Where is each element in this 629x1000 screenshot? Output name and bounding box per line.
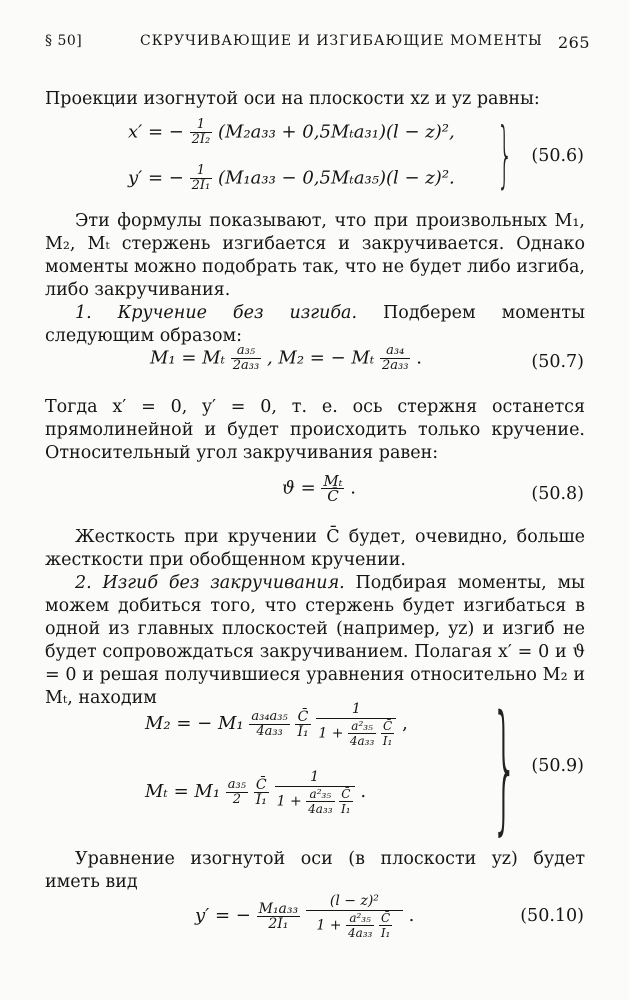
equation-50-10: y′ = − $\frac{\text{M₁a₃₃}}{\text{2I₁}}$ (l − z)² 1 + $\frac{\text{a²₃₅}}{\text{4a₃₃}}$ $\frac{C̄}{\text{I₁}}$ .: [195, 893, 415, 940]
paragraph-formulas: Эти формулы показывают, что при произвольных M₁, M₂, Mₜ стержень изгибается и закручивается. Однако моменты можно подобрать так, что не будет либо изгиба, либо закручивания.: [45, 211, 585, 300]
equation-number-50-7: (50.7): [531, 352, 584, 372]
paragraph-stiffness: Жесткость при кручении C̄ будет, очевидно, больше жесткости при обобщенном кручении.: [45, 527, 585, 570]
brace-50-9: }: [491, 686, 518, 849]
paragraph-then: Тогда x′ = 0, y′ = 0, т. е. ось стержня останется прямолинейной и будет происходить только кручение. Относительный угол закручивания равен:: [45, 397, 585, 463]
paragraph-intro: Проекции изогнутой оси на плоскости xz и yz равны:: [45, 89, 540, 109]
equation-50-8: ϑ = $\frac{\text{Mₜ}}{C̄}$ .: [282, 472, 356, 505]
equation-number-50-10: (50.10): [520, 906, 584, 926]
equation-50-6-x: x′ = − $\frac{1}{\text{2I₂}}$ (M₂a₃₃ + 0,5Mₜa₃₁)(l − z)²,: [128, 117, 455, 147]
paragraph-axis-equation: Уравнение изогнутой оси (в плоскости yz) будет иметь вид: [45, 849, 585, 892]
equation-50-9-M2: M₂ = − M₁ $\frac{\text{a₃₄a₃₅}}{\text{4a₃₃}}$ $\frac{C̄}{\text{I₁}}$ 1 1 + $\frac{\text{a²₃₅}}{\text{4a₃₃}}$ $\frac{C̄}{\text{I₁}}$ ,: [145, 701, 408, 748]
equation-50-7: M₁ = Mₜ $\frac{\text{a₃₅}}{\text{2a₃₃}}$ , M₂ = − Mₜ $\frac{\text{a₃₄}}{\text{2a₃₃}}$ .: [150, 343, 422, 373]
section-number: § 50]: [45, 33, 83, 49]
equation-number-50-9: (50.9): [531, 756, 584, 776]
equation-number-50-8: (50.8): [531, 484, 584, 504]
running-title: СКРУЧИВАЮЩИЕ И ИЗГИБАЮЩИЕ МОМЕНТЫ: [140, 33, 543, 49]
equation-50-6-y: y′ = − $\frac{1}{\text{2I₁}}$ (M₁a₃₃ − 0,5Mₜa₃₅)(l − z)².: [128, 163, 455, 193]
page-number: 265: [558, 33, 591, 52]
equation-50-9-Mt: Mₜ = M₁ $\frac{\text{a₃₅}}{2}$ $\frac{C̄}{\text{I₁}}$ 1 1 + $\frac{\text{a²₃₅}}{\text{4a₃₃}}$ $\frac{C̄}{\text{I₁}}$ .: [145, 769, 367, 816]
paragraph-bending: 2. Изгиб без закручивания. Подбирая моменты, мы можем добиться того, что стержень будет изгибаться в одной из главных плоскостей (например, yz) и изгиб не будет сопровождаться закручиванием. Полагая x′ = 0 и ϑ = 0 и решая получившиеся уравнения относительно M₂ и Mₜ, находим: [45, 573, 585, 708]
paragraph-torsion: 1. Кручение без изгиба. Подберем моменты следующим образом:: [45, 303, 586, 346]
brace-50-6: }: [496, 112, 513, 196]
equation-number-50-6: (50.6): [531, 146, 584, 166]
